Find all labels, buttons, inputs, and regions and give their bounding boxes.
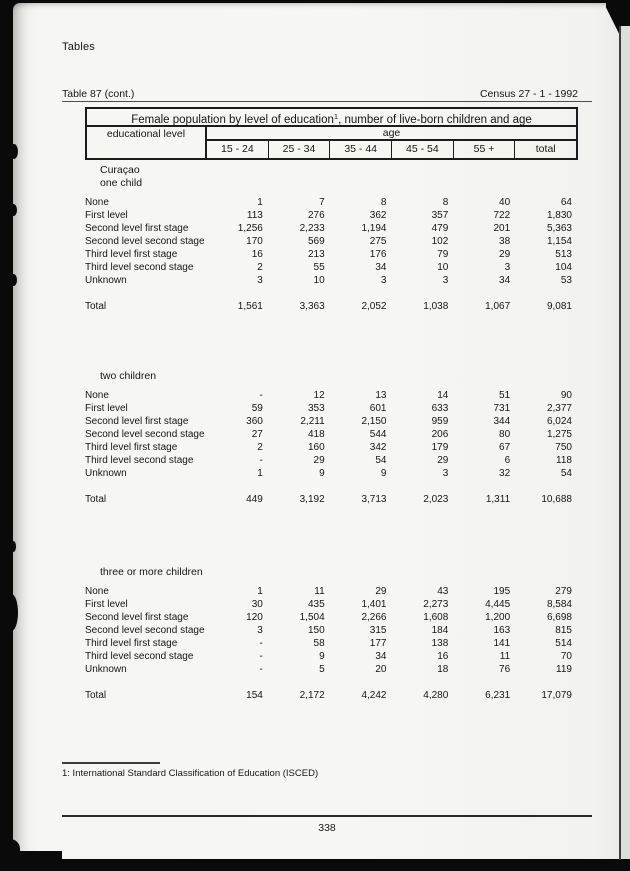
cell-value: - <box>259 390 263 401</box>
row-label: Total <box>85 494 107 505</box>
cell-value: 2,233 <box>299 223 325 234</box>
cell-value: 118 <box>556 455 572 466</box>
cell-value: 6 <box>504 455 511 466</box>
cell-value: 55 <box>313 262 325 273</box>
table-row <box>85 585 578 598</box>
cell-value: 9 <box>380 468 387 479</box>
row-label: Third level first stage <box>85 638 178 649</box>
cell-value: 138 <box>431 638 449 649</box>
cell-value: 3 <box>442 275 449 286</box>
cell-value: 195 <box>493 586 511 597</box>
cell-value: 3,192 <box>299 494 325 505</box>
scan-next-page-strip <box>621 26 630 859</box>
cell-value: 38 <box>499 236 511 247</box>
cell-value: 16 <box>251 249 263 260</box>
cell-value: 569 <box>307 236 325 247</box>
column-header-45-54: 45 - 54 <box>392 141 454 158</box>
cell-value: 113 <box>246 210 263 221</box>
cell-value: 513 <box>555 249 572 260</box>
table-row <box>85 650 578 663</box>
cell-value: 275 <box>369 236 387 247</box>
cell-value: 13 <box>375 390 387 401</box>
table-title-rest: , number of live-born children and age <box>338 114 532 126</box>
cell-value: - <box>259 664 263 675</box>
cell-value: 40 <box>499 197 511 208</box>
table-header-lower <box>87 127 576 158</box>
cell-value: 418 <box>307 429 325 440</box>
cell-value: 18 <box>437 664 449 675</box>
cell-value: 11 <box>314 586 325 597</box>
cell-value: 7 <box>319 197 325 208</box>
column-header-total: total <box>535 143 556 155</box>
section <box>85 177 578 313</box>
cell-value: 2,172 <box>299 690 325 701</box>
cell-value: 184 <box>431 625 449 636</box>
cell-value: 29 <box>499 249 511 260</box>
scan-edge-left <box>0 0 13 871</box>
cell-value: 10 <box>313 275 325 286</box>
cell-value: 80 <box>499 429 511 440</box>
cell-value: 176 <box>369 249 387 260</box>
cell-value: - <box>259 651 263 662</box>
scan-blob-2 <box>10 204 17 216</box>
cell-value: 276 <box>307 210 325 221</box>
table-row <box>85 663 578 676</box>
cell-value: 514 <box>555 638 572 649</box>
cell-value: 1,194 <box>361 223 387 234</box>
cell-value: 213 <box>307 249 325 260</box>
cell-value: 2 <box>257 442 263 453</box>
cell-value: 12 <box>313 390 325 401</box>
cell-value: - <box>259 455 263 466</box>
section-rows <box>85 196 578 287</box>
footnote: 1: International Standard Classification of Education (ISCED) <box>62 768 319 779</box>
cell-value: 70 <box>560 651 572 662</box>
column-header-15-24: 15 - 24 <box>207 141 269 158</box>
cell-value: 59 <box>251 403 263 414</box>
cell-value: 14 <box>437 390 449 401</box>
cell-value: 163 <box>493 625 511 636</box>
cell-value: 357 <box>431 210 449 221</box>
cell-value: 449 <box>246 494 263 505</box>
cell-value: 27 <box>251 429 263 440</box>
table-sections <box>85 177 578 702</box>
section-rows <box>85 389 578 480</box>
cell-value: 479 <box>431 223 449 234</box>
cell-value: 1 <box>257 586 263 597</box>
page-number: 338 <box>318 822 336 834</box>
cell-value: 2,052 <box>361 301 387 312</box>
table-caption: Table 87 (cont.) <box>62 88 135 100</box>
cell-value: 815 <box>555 625 572 636</box>
paper <box>13 3 620 859</box>
cell-value: 10,688 <box>541 494 572 505</box>
cell-value: 4,445 <box>485 599 511 610</box>
table-row <box>85 274 578 287</box>
bottom-rule <box>62 815 592 817</box>
cell-value: 120 <box>246 612 263 623</box>
cell-value: 633 <box>431 403 449 414</box>
row-label: Second level first stage <box>85 612 189 623</box>
cell-value: 29 <box>375 586 387 597</box>
cell-value: 2,150 <box>361 416 387 427</box>
cell-value: 1 <box>257 468 263 479</box>
cell-value: 43 <box>437 586 449 597</box>
row-label: None <box>85 390 109 401</box>
table-title-footnote-marker: 1 <box>333 112 339 121</box>
row-label: Total <box>85 301 107 312</box>
cell-value: 54 <box>560 468 572 479</box>
cell-value: 11 <box>499 651 511 662</box>
row-label: First level <box>85 599 128 610</box>
age-header-area <box>207 127 576 158</box>
table-title-main: Female population by level of education <box>131 114 334 126</box>
cell-value: 731 <box>493 403 511 414</box>
cell-value: 1,401 <box>361 599 387 610</box>
scan-blob-4 <box>11 541 16 552</box>
row-label: Third level second stage <box>85 455 194 466</box>
cell-value: 3 <box>257 275 263 286</box>
cell-value: 6,698 <box>546 612 572 623</box>
cell-value: 279 <box>555 586 572 597</box>
cell-value: 8 <box>442 197 449 208</box>
row-label: Second level first stage <box>85 223 189 234</box>
table-row <box>85 441 578 454</box>
page-heading: Tables <box>62 41 95 53</box>
cell-value: 160 <box>307 442 325 453</box>
cell-value: 2,273 <box>423 599 449 610</box>
cell-value: 5 <box>319 664 325 675</box>
table-row <box>85 428 578 441</box>
cell-value: 170 <box>246 236 263 247</box>
cell-value: 342 <box>369 442 387 453</box>
cell-value: 360 <box>246 416 263 427</box>
table-title <box>87 109 576 127</box>
cell-value: 119 <box>556 664 572 675</box>
cell-value: 1,256 <box>237 223 263 234</box>
section-title: three or more children <box>100 566 203 578</box>
cell-value: 1,830 <box>546 210 572 221</box>
scan-blob-1 <box>10 144 18 159</box>
cell-value: 353 <box>307 403 325 414</box>
row-label: Unknown <box>85 664 127 675</box>
cell-value: 2,266 <box>361 612 387 623</box>
cell-value: 2 <box>257 262 263 273</box>
cell-value: 32 <box>499 468 511 479</box>
cell-value: 435 <box>307 599 325 610</box>
cell-value: 1,067 <box>485 301 511 312</box>
footnote-rule <box>62 762 160 764</box>
cell-value: 1 <box>257 197 263 208</box>
cell-value: 29 <box>437 455 449 466</box>
cell-value: 177 <box>369 638 387 649</box>
column-header-55-plus: 55 + <box>454 141 516 158</box>
cell-value: 201 <box>493 223 511 234</box>
cell-value: 67 <box>499 442 511 453</box>
cell-value: 76 <box>499 664 511 675</box>
cell-value: 34 <box>375 651 387 662</box>
row-label: Third level first stage <box>85 249 178 260</box>
cell-value: 4,242 <box>361 690 387 701</box>
cell-value: 9,081 <box>546 301 572 312</box>
cell-value: 90 <box>560 390 572 401</box>
table-caption-row <box>62 88 578 100</box>
table-row <box>85 196 578 209</box>
cell-value: 102 <box>431 236 449 247</box>
cell-value: 5,363 <box>546 223 572 234</box>
row-label: Second level second stage <box>85 236 205 247</box>
row-label: Third level first stage <box>85 442 178 453</box>
cell-value: 20 <box>375 664 387 675</box>
age-columns-row <box>207 141 576 158</box>
row-label: First level <box>85 403 128 414</box>
cell-value: 1,311 <box>485 494 511 505</box>
cell-value: 1,504 <box>299 612 325 623</box>
column-header-educational-level: educational level <box>87 127 207 158</box>
row-label: Second level second stage <box>85 625 205 636</box>
cell-value: 3 <box>380 275 387 286</box>
cell-value: 58 <box>313 638 325 649</box>
cell-value: 10 <box>437 262 449 273</box>
cell-value: 722 <box>493 210 511 221</box>
row-label: Second level first stage <box>85 416 189 427</box>
table-row <box>85 454 578 467</box>
cell-value: 29 <box>313 455 325 466</box>
cell-value: 3 <box>257 625 263 636</box>
row-label: Total <box>85 690 107 701</box>
cell-value: 79 <box>437 249 449 260</box>
row-label: Third level second stage <box>85 651 194 662</box>
cell-value: 54 <box>375 455 387 466</box>
total-row <box>85 493 578 506</box>
table-row <box>85 209 578 222</box>
cell-value: 1,200 <box>485 612 511 623</box>
table-row <box>85 598 578 611</box>
cell-value: 4,280 <box>423 690 449 701</box>
table-row <box>85 402 578 415</box>
cell-value: 30 <box>251 599 263 610</box>
cell-value: 51 <box>499 390 511 401</box>
caption-rule <box>62 101 592 102</box>
section-title: one child <box>100 177 143 189</box>
region-label: Curaçao <box>100 164 140 176</box>
cell-value: 3 <box>442 468 449 479</box>
row-label: Unknown <box>85 275 127 286</box>
table-row <box>85 248 578 261</box>
cell-value: 16 <box>437 651 449 662</box>
cell-value: 544 <box>369 429 387 440</box>
section-rows <box>85 585 578 676</box>
cell-value: 315 <box>369 625 387 636</box>
cell-value: 6,024 <box>546 416 572 427</box>
table-row <box>85 624 578 637</box>
cell-value: 601 <box>369 403 387 414</box>
cell-value: 141 <box>493 638 511 649</box>
cell-value: 150 <box>307 625 325 636</box>
table-row <box>85 637 578 650</box>
census-caption: Census 27 - 1 - 1992 <box>479 88 578 100</box>
row-label: First level <box>85 210 128 221</box>
total-row <box>85 689 578 702</box>
section <box>85 370 578 506</box>
cell-value: 104 <box>555 262 572 273</box>
scan-blob-3 <box>10 274 17 286</box>
table-row <box>85 415 578 428</box>
scan-edge-bottom <box>0 859 630 871</box>
cell-value: 64 <box>560 197 572 208</box>
cell-value: 8 <box>380 197 387 208</box>
cell-value: 1,275 <box>546 429 572 440</box>
column-header-35-44: 35 - 44 <box>330 141 392 158</box>
cell-value: 34 <box>375 262 387 273</box>
table-row <box>85 235 578 248</box>
row-label: Unknown <box>85 468 127 479</box>
cell-value: 1,038 <box>423 301 449 312</box>
table-row <box>85 467 578 480</box>
cell-value: 362 <box>369 210 387 221</box>
row-label: Third level second stage <box>85 262 194 273</box>
table-row <box>85 389 578 402</box>
cell-value: 750 <box>555 442 572 453</box>
cell-value: 9 <box>319 468 325 479</box>
table-row <box>85 222 578 235</box>
row-label: None <box>85 586 109 597</box>
cell-value: 17,079 <box>541 690 572 701</box>
cell-value: 6,231 <box>485 690 511 701</box>
table-row <box>85 261 578 274</box>
table-row <box>85 611 578 624</box>
cell-value: 3,363 <box>299 301 325 312</box>
cell-value: 34 <box>499 275 511 286</box>
cell-value: 1,608 <box>423 612 449 623</box>
table-header-box <box>85 107 578 160</box>
cell-value: 2,211 <box>300 416 325 427</box>
cell-value: - <box>259 638 263 649</box>
cell-value: 1,561 <box>237 301 263 312</box>
cell-value: 959 <box>431 416 449 427</box>
cell-value: 3 <box>504 262 511 273</box>
total-row <box>85 300 578 313</box>
cell-value: 2,023 <box>423 494 449 505</box>
row-label: None <box>85 197 109 208</box>
scan-blob-bottom-left <box>0 839 20 871</box>
cell-value: 206 <box>431 429 449 440</box>
section <box>85 566 578 702</box>
cell-value: 53 <box>560 275 572 286</box>
row-label: Second level second stage <box>85 429 205 440</box>
cell-value: 2,377 <box>546 403 572 414</box>
cell-value: 1,154 <box>546 236 572 247</box>
cell-value: 3,713 <box>361 494 387 505</box>
cell-value: 9 <box>319 651 325 662</box>
column-header-age: age <box>207 127 576 141</box>
cell-value: 154 <box>246 690 263 701</box>
section-title: two children <box>100 370 157 382</box>
scan-edge-top <box>0 0 630 3</box>
cell-value: 8,584 <box>546 599 572 610</box>
cell-value: 344 <box>493 416 511 427</box>
cell-value: 179 <box>431 442 449 453</box>
column-header-25-34: 25 - 34 <box>269 141 331 158</box>
